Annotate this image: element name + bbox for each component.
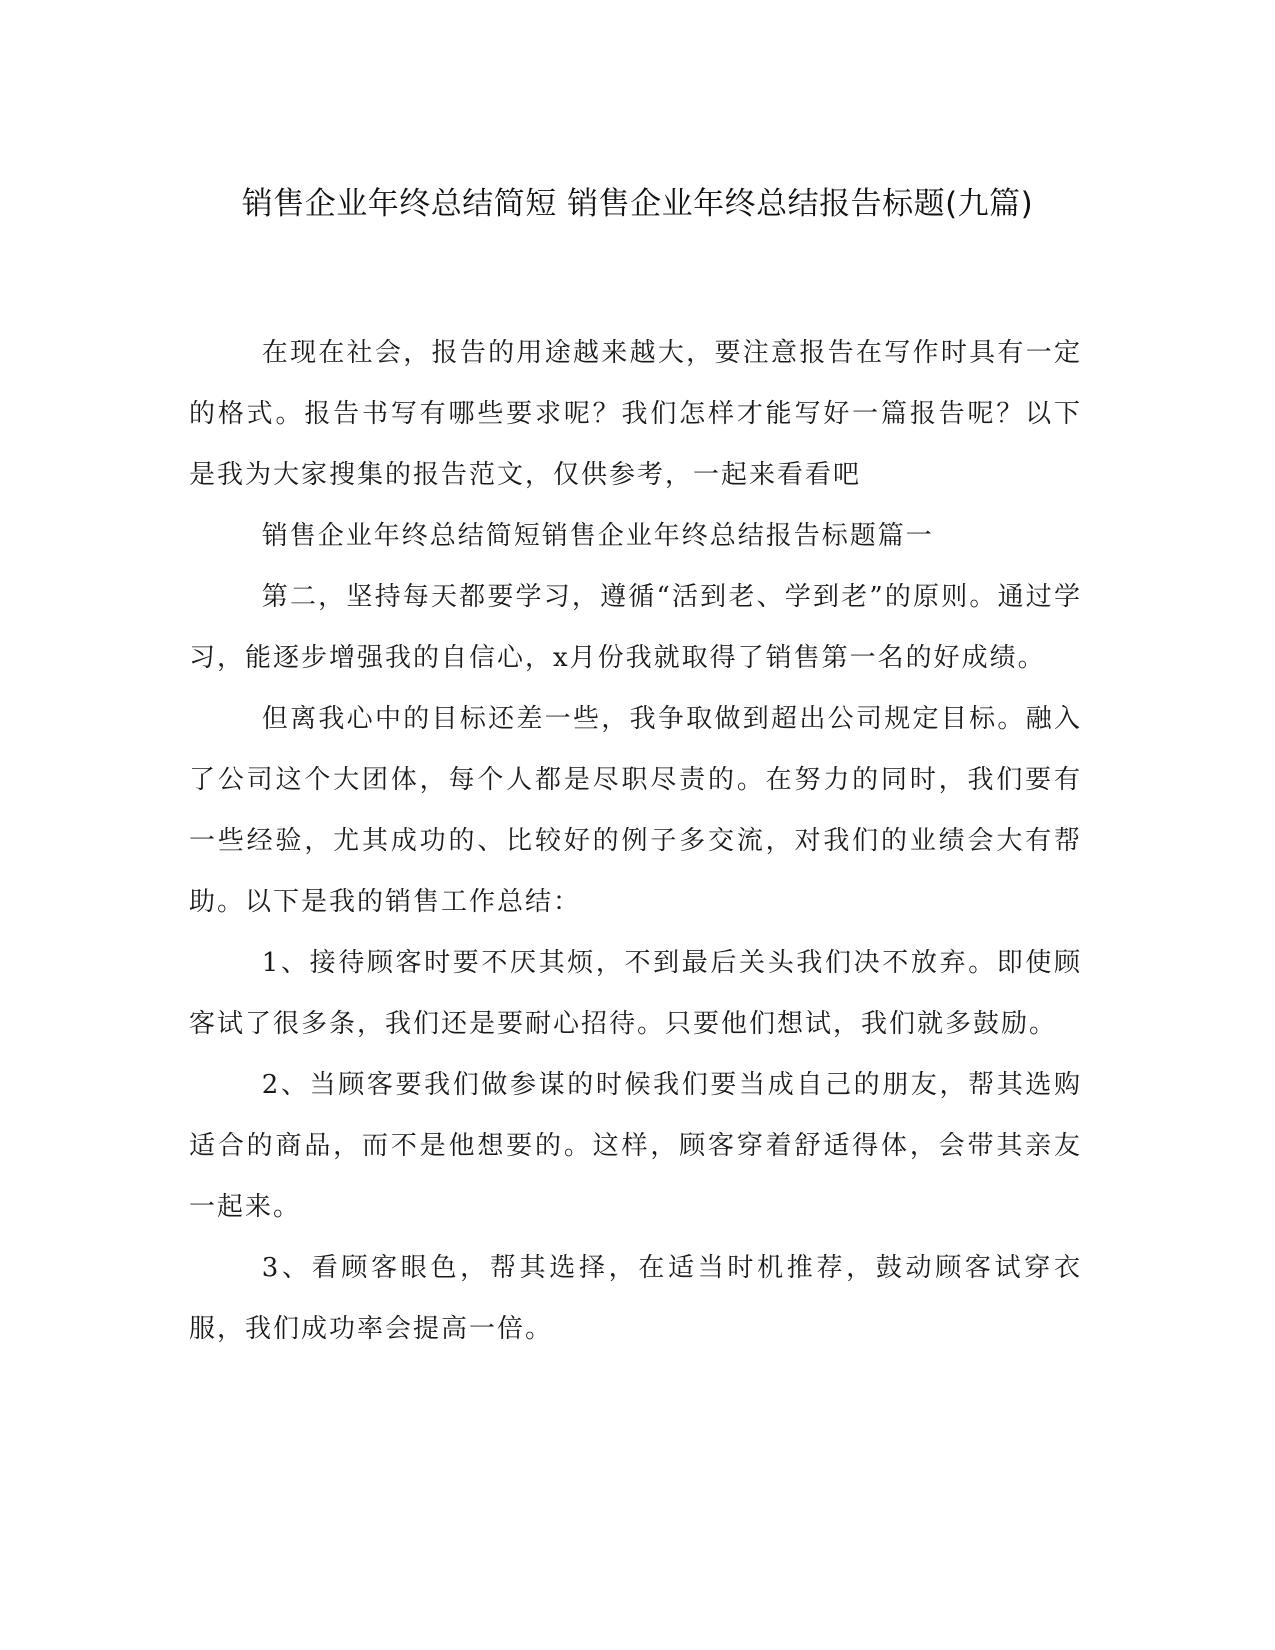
body-paragraph: 但离我心中的目标还差一些，我争取做到超出公司规定目标。融入了公司这个大团体，每个人都是尽职尽责的。在努力的同时，我们要有一些经验，尤其成功的、比较好的例子多交流，对我们的业绩会大有帮助。以下是我的销售工作总结： — [189, 704, 1082, 917]
document-body — [189, 323, 1082, 1360]
document-title: 销售企业年终总结简短 销售企业年终总结报告标题(九篇) — [241, 186, 1034, 222]
list-item-1: 1、接待顾客时要不厌其烦，不到最后关头我们决不放弃。即使顾客试了很多条，我们还是要耐心招待。只要他们想试，我们就多鼓励。 — [189, 948, 1082, 1039]
body-paragraph: 第二，坚持每天都要学习，遵循“活到老、学到老”的原则。通过学习，能逐步增强我的自信心，x月份我就取得了销售第一名的好成绩。 — [189, 582, 1082, 673]
intro-paragraph: 在现在社会，报告的用途越来越大，要注意报告在写作时具有一定的格式。报告书写有哪些要求呢？我们怎样才能写好一篇报告呢？以下是我为大家搜集的报告范文，仅供参考，一起来看看吧 — [189, 338, 1082, 490]
section-heading: 销售企业年终总结简短销售企业年终总结报告标题篇一 — [261, 521, 934, 551]
list-item-3: 3、看顾客眼色，帮其选择，在适当时机推荐，鼓动顾客试穿衣服，我们成功率会提高一倍。 — [189, 1253, 1082, 1344]
list-item-2: 2、当顾客要我们做参谋的时候我们要当成自己的朋友，帮其选购适合的商品，而不是他想要的。这样，顾客穿着舒适得体，会带其亲友一起来。 — [189, 1070, 1082, 1222]
